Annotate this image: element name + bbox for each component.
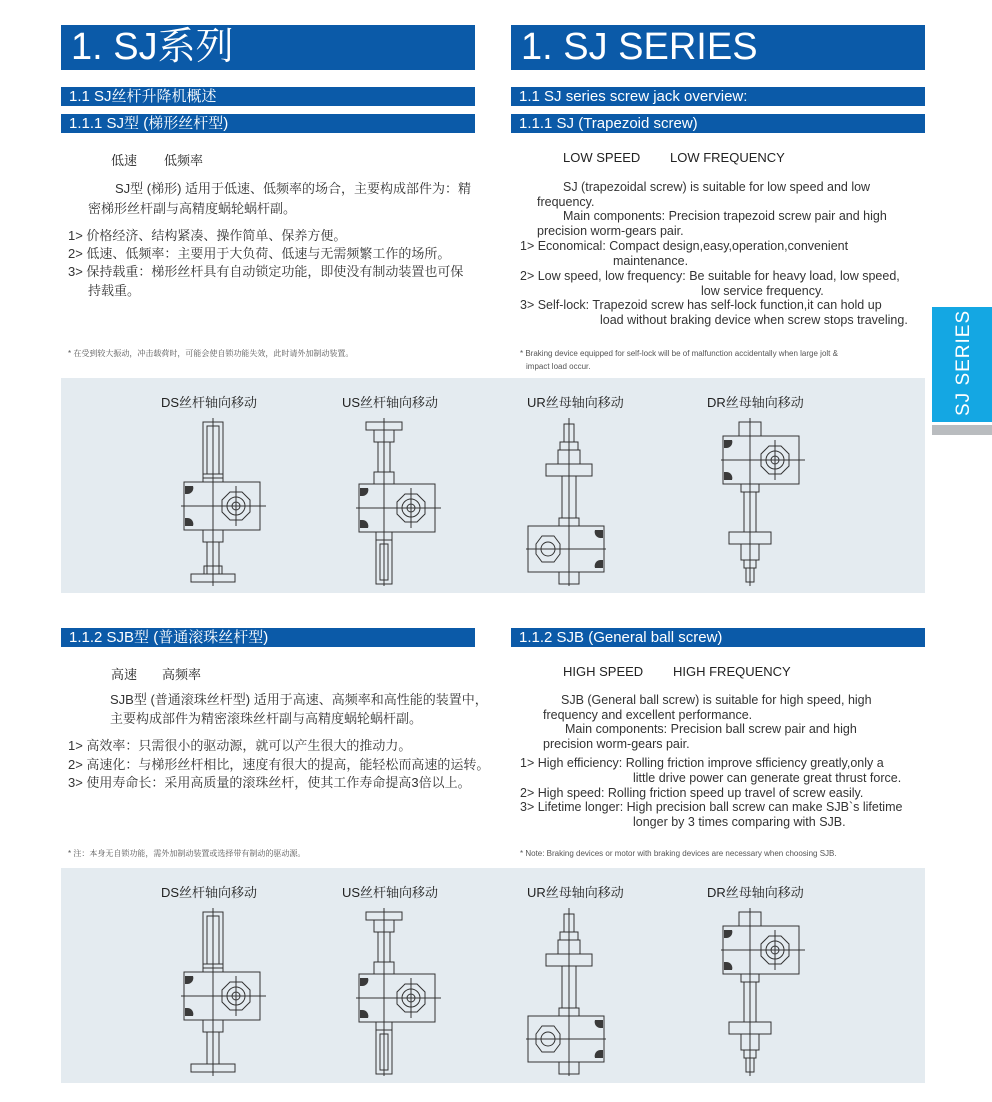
sj-note-en-2: impact load occur. [526,362,591,371]
side-tab-sj-series[interactable] [932,307,992,422]
sjb-note-cn: * 注：本身无自锁功能，需外加制动装置或选择带有制动的驱动源。 [68,849,306,858]
diagram-label-us: US丝杆轴向移动 [342,395,439,410]
sj-intro-en-4: precision worm-gears pair. [537,224,684,238]
diagram-label-us-2: US丝杆轴向移动 [342,885,439,900]
sjb-item-en-2: 2> High speed: Rolling friction speed up travel of screw easily. [520,786,864,800]
ur-jack-diagram-icon [526,418,616,588]
sj-item-en-3-cont: load without braking device when screw stops traveling. [600,313,908,327]
us-ball-jack-diagram-icon [356,908,446,1078]
diagram-label-ds-2: DS丝杆轴向移动 [161,885,258,900]
sjb-speed-cn: 高速 [111,667,138,682]
diagram-panel-sj [61,378,925,593]
sj-item-en-3: 3> Self-lock: Trapezoid screw has self-lock function,it can hold up [520,298,882,312]
sjb-item-en-1: 1> High efficiency: Rolling friction improve sfficiency greatly,only a [520,756,884,770]
sjb-intro-en-3: Main components: Precision ball screw pair and high [565,722,857,736]
diagram-label-dr: DR丝母轴向移动 [707,395,804,410]
sj-item-cn-2: 2> 低速、低频率：主要用于大负荷、低速与无需频繁工作的场所。 [68,246,451,261]
sjb-item-en-3: 3> Lifetime longer: High precision ball screw can make SJB`s lifetime [520,800,903,814]
section-heading-1-1-2-en: 1.1.2 SJB (General ball screw) [511,628,925,647]
sj-intro-en-2: frequency. [537,195,595,209]
sjb-speed-en: HIGH SPEED [563,664,644,679]
diagram-label-ur-2: UR丝母轴向移动 [527,885,624,900]
sj-intro-cn-1: SJ型 (梯形) 适用于低速、低频率的场合，主要构成部件为：精 [115,181,472,196]
ds-jack-diagram-icon [181,418,271,588]
sjb-freq-en: HIGH FREQUENCY [673,664,791,679]
sj-item-en-2-cont: low service frequency. [701,284,824,298]
sjb-note-en: * Note: Braking devices or motor with braking devices are necessary when choosing SJB. [520,849,837,858]
sj-item-cn-3: 3> 保持载重：梯形丝杆具有自动锁定功能，即使没有制动装置也可保 [68,264,464,279]
us-jack-diagram-icon [356,418,446,588]
page-title-en: 1. SJ SERIES [511,25,925,70]
sj-item-en-2: 2> Low speed, low frequency: Be suitable for heavy load, low speed, [520,269,900,283]
sj-item-en-1: 1> Economical: Compact design,easy,operation,convenient [520,239,849,253]
section-heading-1-1-1-cn: 1.1.1 SJ型 (梯形丝杆型) [61,114,475,133]
diagram-label-dr-2: DR丝母轴向移动 [707,885,804,900]
section-heading-1-1-en: 1.1 SJ series screw jack overview: [511,87,925,106]
sj-intro-cn-2: 密梯形丝杆副与高精度蜗轮蜗杆副。 [88,201,297,216]
sjb-intro-cn-1: SJB型 (普通滚珠丝杆型) 适用于高速、高频率和高性能的装置中， [110,692,488,707]
sj-freq-en: LOW FREQUENCY [670,150,785,165]
sjb-item-cn-3: 3> 使用寿命长：采用高质量的滚珠丝杆，使其工作寿命提高3倍以上。 [68,775,471,790]
sj-speed-en: LOW SPEED [563,150,641,165]
sj-intro-en-3: Main components: Precision trapezoid screw pair and high [563,209,887,223]
sj-note-en-1: * Braking device equipped for self-lock will be of malfunction accidentally when large jolt & [520,349,838,358]
dr-ball-jack-diagram-icon [721,908,811,1078]
section-heading-1-1-2-cn: 1.1.2 SJB型 (普通滚珠丝杆型) [61,628,475,647]
sj-item-cn-1: 1> 价格经济、结构紧凑、操作简单、保养方便。 [68,228,347,243]
ds-ball-jack-diagram-icon [181,908,271,1078]
section-heading-1-1-cn: 1.1 SJ丝杆升降机概述 [61,87,475,106]
section-heading-1-1-1-en: 1.1.1 SJ (Trapezoid screw) [511,114,925,133]
sj-item-cn-3-cont: 持载重。 [88,283,141,298]
diagram-label-ur: UR丝母轴向移动 [527,395,624,410]
sj-note-cn: * 在受到较大振动，冲击载荷时，可能会使自锁功能失效，此时请外加制动装置。 [68,349,354,358]
diagram-panel-sjb [61,868,925,1083]
sjb-item-en-3-cont: longer by 3 times comparing with SJB. [633,815,846,829]
sjb-item-en-1-cont: little drive power can generate great thrust force. [633,771,902,785]
diagram-label-ds: DS丝杆轴向移动 [161,395,258,410]
dr-jack-diagram-icon [721,418,811,588]
sjb-item-cn-2: 2> 高速化：与梯形丝杆相比，速度有很大的提高，能轻松而高速的运转。 [68,757,490,772]
sjb-freq-cn: 高频率 [162,667,202,682]
sjb-intro-en-1: SJB (General ball screw) is suitable for high speed, high [561,693,872,707]
sj-intro-en-1: SJ (trapezoidal screw) is suitable for low speed and low [563,180,871,194]
ur-ball-jack-diagram-icon [526,908,616,1078]
sjb-item-cn-1: 1> 高效率：只需很小的驱动源，就可以产生很大的推动力。 [68,738,412,753]
sj-item-en-1-cont: maintenance. [613,254,689,268]
side-tab-strip [932,425,992,435]
side-tab-label: SJ SERIES [953,309,974,416]
sj-speed-cn: 低速 [111,153,138,168]
sj-freq-cn: 低频率 [164,153,204,168]
sjb-intro-en-4: precision worm-gears pair. [543,737,690,751]
sjb-intro-en-2: frequency and excellent performance. [543,708,753,722]
page-title-cn: 1. SJ系列 [61,25,475,70]
sjb-intro-cn-2: 主要构成部件为精密滚珠丝杆副与高精度蜗轮蜗杆副。 [110,711,423,726]
